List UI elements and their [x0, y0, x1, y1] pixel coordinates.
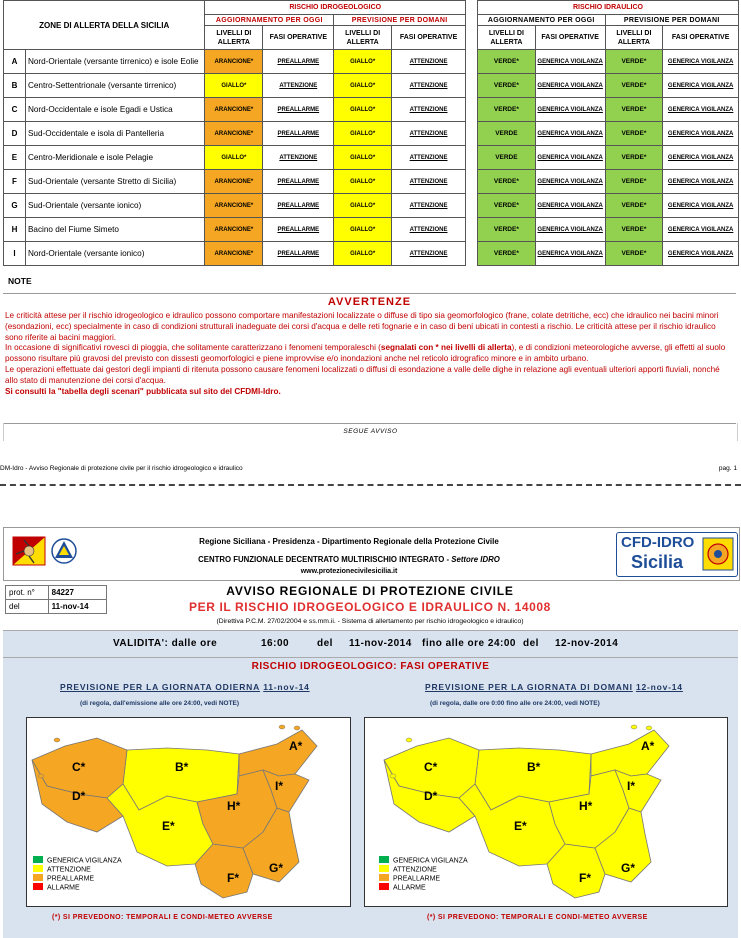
validita-to-date: 12-nov-2014 — [555, 638, 619, 649]
zone-row-idraulico — [478, 74, 739, 98]
legend-label: ALLARME — [393, 884, 426, 892]
zone-id: D — [4, 122, 26, 146]
fase-tomorrow: ATTENZIONE — [392, 98, 466, 122]
validita-from-time: 16:00 — [261, 638, 290, 649]
zone-row — [4, 170, 466, 194]
col-livelli: LIVELLI DI ALLERTA — [334, 26, 392, 50]
livello-tomorrow: GIALLO* — [334, 194, 392, 218]
validita-from-date: 11-nov-2014 — [349, 638, 412, 649]
zone-label: I* — [275, 779, 284, 793]
livello-today: ARANCIONE* — [205, 194, 263, 218]
footnote-today: (*) SI PREVEDONO: TEMPORALI E CONDI-METEO AVVERSE — [52, 914, 273, 921]
avvertenze-p2-text: In occasione di significativi rovesci di pioggia, che solitamente caratterizzano i fenomeni temporaleschi ( — [5, 343, 381, 353]
col-livelli: LIVELLI DI ALLERTA — [478, 26, 536, 50]
legend-label: GENERICA VIGILANZA — [393, 857, 468, 865]
cfd-idro-logo — [616, 532, 738, 577]
idrogeo-tomorrow: PREVISIONE PER DOMANI — [334, 15, 466, 26]
fase-today: PREALLARME — [263, 194, 334, 218]
island-area — [54, 738, 60, 742]
fase-today: PREALLARME — [263, 218, 334, 242]
avvertenze-p2-bold: segnalati con * nei livelli di allerta — [380, 343, 512, 353]
zone-label: A* — [289, 739, 303, 753]
livello-today: GIALLO* — [205, 146, 263, 170]
livello-idraulico-tomorrow: VERDE* — [605, 194, 663, 218]
fase-tomorrow: ATTENZIONE — [392, 146, 466, 170]
legend-swatch — [33, 874, 43, 881]
fase-tomorrow: ATTENZIONE — [392, 218, 466, 242]
avvertenze-p1: Le criticità attese per il rischio idrogeologico e idraulico possono comportare manifestazioni localizzate o diffuse di tipo sia geomorfologico (frane, colate detritiche, ecc) che idraulico nei bacini minori (esondazioni, ecc) specialmente in caso di condizioni strutturali inadeguate dei corsi d'acqua e delle reti fognarie e in caso di beni ubicati in contesti a rischio. Le criticità attese per il rischio idraulico sono riferite ai bacini maggiori. — [5, 311, 719, 342]
fase-idraulico-tomorrow: GENERICA VIGILANZA — [663, 218, 739, 242]
page2-header — [3, 527, 740, 581]
livello-tomorrow: GIALLO* — [334, 122, 392, 146]
fase-tomorrow: ATTENZIONE — [392, 170, 466, 194]
island-area — [406, 738, 412, 742]
livello-tomorrow: GIALLO* — [334, 98, 392, 122]
island-area — [279, 725, 285, 729]
zone-row-idraulico — [478, 50, 739, 74]
col-livelli: LIVELLI DI ALLERTA — [605, 26, 663, 50]
island-area — [646, 726, 652, 730]
livello-idraulico-tomorrow: VERDE* — [605, 146, 663, 170]
avvertenze-p3: Le operazioni effettuate dai gestori degli impianti di ritenuta possono causare fenomeni localizzati o diffusi di esondazione a valle delle dighe in relazione agli eventuali ulteriori apporti fluviali, nonché allo stato di manutenzione dei corsi d'acqua. — [5, 364, 720, 385]
avvertenze-p4: Si consulti la "tabella degli scenari" pubblicata sul sito del CFDMI-Idro. — [5, 386, 281, 396]
livello-idraulico-today: VERDE* — [478, 50, 536, 74]
legend-label: ALLARME — [47, 884, 80, 892]
zone-name: Centro-Settentrionale (versante tirrenico) — [25, 74, 204, 98]
livello-idraulico-tomorrow: VERDE* — [605, 218, 663, 242]
fase-tomorrow: ATTENZIONE — [392, 122, 466, 146]
legend-swatch — [33, 856, 43, 863]
livello-today: ARANCIONE* — [205, 170, 263, 194]
legend-swatch — [379, 856, 389, 863]
livello-idraulico-today: VERDE* — [478, 170, 536, 194]
zone-name: Nord-Occidentale e isole Egadi e Ustica — [25, 98, 204, 122]
island-area — [38, 774, 44, 778]
fase-idraulico-today: GENERICA VIGILANZA — [535, 194, 605, 218]
zone-id: H — [4, 218, 26, 242]
del-word: del — [317, 638, 333, 649]
del-value: 11-nov-14 — [48, 600, 106, 614]
zone-row-idraulico — [478, 242, 739, 266]
fase-idraulico-tomorrow: GENERICA VIGILANZA — [663, 122, 739, 146]
zone-label: H* — [579, 799, 593, 813]
legend-swatch — [379, 883, 389, 890]
zone-id: A — [4, 50, 26, 74]
livello-idraulico-today: VERDE — [478, 146, 536, 170]
idraulico-title: RISCHIO IDRAULICO — [478, 1, 739, 15]
fase-idraulico-tomorrow: GENERICA VIGILANZA — [663, 170, 739, 194]
prot-label: prot. n° — [6, 586, 49, 600]
island-area — [390, 774, 396, 778]
tomorrow-note: (di regola, dalle ore 0:00 fino alle ore 24:00, vedi NOTE) — [430, 700, 600, 707]
footnote-tomorrow: (*) SI PREVEDONO: TEMPORALI E CONDI-METEO AVVERSE — [427, 914, 648, 921]
validita-bar — [3, 630, 738, 658]
avvertenze-p2 — [5, 343, 734, 365]
fase-idraulico-today: GENERICA VIGILANZA — [535, 218, 605, 242]
fase-idraulico-tomorrow: GENERICA VIGILANZA — [663, 50, 739, 74]
fase-today: PREALLARME — [263, 122, 334, 146]
livello-idraulico-tomorrow: VERDE* — [605, 242, 663, 266]
footer-right: pag. 1 — [718, 465, 737, 472]
zone-row — [4, 146, 466, 170]
livello-idraulico-tomorrow: VERDE* — [605, 50, 663, 74]
fase-tomorrow: ATTENZIONE — [392, 242, 466, 266]
zone-header: ZONE DI ALLERTA DELLA SICILIA — [4, 1, 205, 50]
zone-label: B* — [527, 760, 541, 774]
idrogeo-today: AGGIORNAMENTO PER OGGI — [205, 15, 334, 26]
zone-row-idraulico — [478, 218, 739, 242]
directive: (Direttiva P.C.M. 27/02/2004 e ss.mm.ii. - Sistema di allertamento per rischio idrogeologico e idraulico) — [216, 618, 524, 625]
fase-tomorrow: ATTENZIONE — [392, 74, 466, 98]
fase-idraulico-tomorrow: GENERICA VIGILANZA — [663, 146, 739, 170]
today-heading-text: PREVISIONE PER LA GIORNATA ODIERNA — [60, 682, 261, 692]
zone-id: C — [4, 98, 26, 122]
legend-label: PREALLARME — [47, 875, 95, 883]
zone-id: B — [4, 74, 26, 98]
avviso-subtitle: PER IL RISCHIO IDROGEOLOGICO E IDRAULICO N. 14008 — [189, 600, 551, 614]
livello-idraulico-today: VERDE* — [478, 74, 536, 98]
livello-today: ARANCIONE* — [205, 122, 263, 146]
zone-name: Centro-Meridionale e isole Pelagie — [25, 146, 204, 170]
del-word: del — [523, 638, 539, 649]
livello-today: ARANCIONE* — [205, 218, 263, 242]
zone-label: G* — [269, 861, 284, 875]
livello-idraulico-today: VERDE* — [478, 242, 536, 266]
zone-label: F* — [579, 871, 591, 885]
header-line2-text: CENTRO FUNZIONALE DECENTRATO MULTIRISCHIO INTEGRATO - — [198, 555, 452, 564]
island-area — [294, 726, 300, 730]
legend-swatch — [33, 865, 43, 872]
zone-a-area — [239, 730, 317, 776]
page-separator — [0, 484, 741, 486]
livello-today: ARANCIONE* — [205, 98, 263, 122]
avvertenze-box — [3, 293, 736, 424]
zone-row-idraulico — [478, 170, 739, 194]
fase-idraulico-today: GENERICA VIGILANZA — [535, 146, 605, 170]
fase-idraulico-today: GENERICA VIGILANZA — [535, 74, 605, 98]
livello-idraulico-tomorrow: VERDE* — [605, 170, 663, 194]
today-note: (di regola, dall'emissione alle ore 24:00, vedi NOTE) — [80, 700, 240, 707]
fase-idraulico-today: GENERICA VIGILANZA — [535, 122, 605, 146]
fase-today: PREALLARME — [263, 98, 334, 122]
fase-idraulico-tomorrow: GENERICA VIGILANZA — [663, 242, 739, 266]
livello-tomorrow: GIALLO* — [334, 242, 392, 266]
cfd-emblem-icon — [702, 537, 734, 571]
fase-idraulico-today: GENERICA VIGILANZA — [535, 170, 605, 194]
zone-label: G* — [621, 861, 636, 875]
validita-label: VALIDITA': dalle ore — [113, 638, 218, 649]
avvertenze-p2-text-end: ), e di condizioni meteorologiche avverse, gli effetti al suolo possono risultare più gravosi del previsto con dissesti geomorfologici e piene improvvise e/o inondazioni anche nel reticolo idrografico minore e in ambito urbano. — [5, 343, 726, 364]
fase-idraulico-tomorrow: GENERICA VIGILANZA — [663, 194, 739, 218]
idrogeo-title: RISCHIO IDROGEOLOGICO — [205, 1, 466, 15]
zone-label: B* — [175, 760, 189, 774]
map-tomorrow — [364, 717, 728, 907]
island-area — [631, 725, 637, 729]
legend-label: PREALLARME — [393, 875, 441, 883]
today-date: 11-nov-14 — [263, 682, 310, 692]
zone-name: Nord-Orientale (versante tirrenico) e isole Eolie — [25, 50, 204, 74]
zone-name: Nord-Orientale (versante ionico) — [25, 242, 204, 266]
fase-today: ATTENZIONE — [263, 146, 334, 170]
legend-swatch — [379, 874, 389, 881]
note-label: NOTE — [8, 276, 32, 286]
zone-row — [4, 74, 466, 98]
cfd-logo-bottom: Sicilia — [631, 552, 684, 572]
fase-idraulico-today: GENERICA VIGILANZA — [535, 242, 605, 266]
livello-idraulico-today: VERDE* — [478, 194, 536, 218]
zone-a-area — [591, 730, 669, 776]
zone-label: F* — [227, 871, 239, 885]
fase-idraulico-tomorrow: GENERICA VIGILANZA — [663, 98, 739, 122]
col-livelli: LIVELLI DI ALLERTA — [205, 26, 263, 50]
zone-row-idraulico — [478, 122, 739, 146]
fase-tomorrow: ATTENZIONE — [392, 194, 466, 218]
zone-row — [4, 218, 466, 242]
header-line1: Regione Siciliana - Presidenza - Dipartimento Regionale della Protezione Civile — [199, 537, 499, 546]
zone-label: D* — [72, 789, 86, 803]
legend-swatch — [379, 865, 389, 872]
legend-label: ATTENZIONE — [393, 866, 437, 874]
idrogeo-table — [3, 0, 466, 266]
zone-label: H* — [227, 799, 241, 813]
livello-tomorrow: GIALLO* — [334, 170, 392, 194]
livello-today: ARANCIONE* — [205, 50, 263, 74]
livello-idraulico-tomorrow: VERDE* — [605, 98, 663, 122]
fase-idraulico-today: GENERICA VIGILANZA — [535, 98, 605, 122]
zone-row — [4, 242, 466, 266]
livello-idraulico-tomorrow: VERDE* — [605, 74, 663, 98]
fase-today: PREALLARME — [263, 242, 334, 266]
zone-row — [4, 98, 466, 122]
sicily-map-tomorrow — [365, 718, 727, 906]
fase-idraulico-today: GENERICA VIGILANZA — [535, 50, 605, 74]
col-fasi: FASI OPERATIVE — [263, 26, 334, 50]
zone-row — [4, 122, 466, 146]
fase-today: PREALLARME — [263, 50, 334, 74]
livello-tomorrow: GIALLO* — [334, 218, 392, 242]
livello-today: ARANCIONE* — [205, 242, 263, 266]
zone-row-idraulico — [478, 146, 739, 170]
segue-avviso: SEGUE AVVISO — [343, 428, 398, 435]
zone-row — [4, 50, 466, 74]
zone-name: Bacino del Fiume Simeto — [25, 218, 204, 242]
zone-label: D* — [424, 789, 438, 803]
livello-idraulico-tomorrow: VERDE* — [605, 122, 663, 146]
fino-label: fino alle ore 24:00 — [422, 638, 516, 649]
zone-name: Sud-Orientale (versante ionico) — [25, 194, 204, 218]
fase-tomorrow: ATTENZIONE — [392, 50, 466, 74]
tomorrow-heading — [425, 682, 683, 692]
zone-id: I — [4, 242, 26, 266]
page2 — [0, 527, 741, 938]
livello-idraulico-today: VERDE — [478, 122, 536, 146]
zone-id: F — [4, 170, 26, 194]
livello-today: GIALLO* — [205, 74, 263, 98]
protezione-civile-logo — [50, 536, 78, 566]
header-url[interactable]: www.protezionecivilesicilia.it — [300, 568, 398, 575]
fase-today: ATTENZIONE — [263, 74, 334, 98]
tomorrow-heading-text: PREVISIONE PER LA GIORNATA DI DOMANI — [425, 682, 633, 692]
header-line2 — [94, 555, 604, 564]
zone-label: E* — [514, 819, 527, 833]
zone-label: C* — [72, 760, 86, 774]
prot-value: 84227 — [48, 586, 106, 600]
avviso-title: AVVISO REGIONALE DI PROTEZIONE CIVILE — [226, 584, 514, 598]
legend-label: GENERICA VIGILANZA — [47, 857, 122, 865]
footer-left: DM-Idro - Avviso Regionale di protezione civile per il rischio idrogeologico e idraulico — [0, 465, 243, 472]
avvertenze-title: AVVERTENZE — [327, 296, 412, 308]
livello-idraulico-today: VERDE* — [478, 98, 536, 122]
col-fasi: FASI OPERATIVE — [663, 26, 739, 50]
map-today — [26, 717, 351, 907]
fase-idraulico-tomorrow: GENERICA VIGILANZA — [663, 74, 739, 98]
idraulico-today: AGGIORNAMENTO PER OGGI — [478, 15, 606, 26]
prot-table — [5, 585, 107, 614]
col-fasi: FASI OPERATIVE — [535, 26, 605, 50]
tomorrow-date: 12-nov-14 — [635, 682, 683, 692]
livello-tomorrow: GIALLO* — [334, 50, 392, 74]
zone-row-idraulico — [478, 98, 739, 122]
zone-row — [4, 194, 466, 218]
header-line2-italic: Settore IDRO — [451, 555, 500, 564]
zone-label: A* — [641, 739, 655, 753]
today-heading — [60, 682, 310, 692]
zone-label: E* — [162, 819, 175, 833]
col-fasi: FASI OPERATIVE — [392, 26, 466, 50]
sicily-map-today — [27, 718, 350, 906]
zone-name: Sud-Occidentale e isola di Pantelleria — [25, 122, 204, 146]
livello-idraulico-today: VERDE* — [478, 218, 536, 242]
zone-label: C* — [424, 760, 438, 774]
idraulico-table — [477, 0, 739, 266]
zone-id: E — [4, 146, 26, 170]
zone-id: G — [4, 194, 26, 218]
livello-tomorrow: GIALLO* — [334, 74, 392, 98]
legend-label: ATTENZIONE — [47, 866, 91, 874]
cfd-logo-top: CFD-IDRO — [621, 534, 695, 551]
zone-name: Sud-Orientale (versante Stretto di Sicilia) — [25, 170, 204, 194]
fase-today: PREALLARME — [263, 170, 334, 194]
idraulico-tomorrow: PREVISIONE PER DOMANI — [605, 15, 738, 26]
legend-swatch — [33, 883, 43, 890]
trinacria-logo — [12, 536, 46, 566]
livello-tomorrow: GIALLO* — [334, 146, 392, 170]
zone-row-idraulico — [478, 194, 739, 218]
zone-label: I* — [627, 779, 636, 793]
section-title: RISCHIO IDROGEOLOGICO: FASI OPERATIVE — [251, 661, 490, 672]
del-label: del — [6, 600, 49, 614]
